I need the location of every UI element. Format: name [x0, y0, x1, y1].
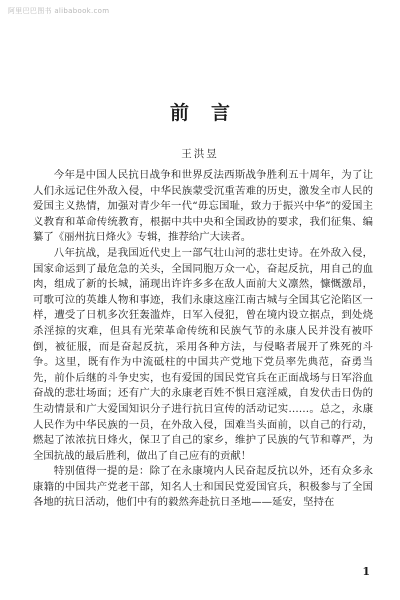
author-name: 王洪昱 — [181, 148, 219, 160]
page-number: 1 — [362, 565, 370, 578]
paragraph: 特别值得一提的是：除了在永康境内人民奋起反抗以外，还有众多永康籍的中国共产党老干部，知名人士和国民党爱国官兵，积极参与了全国各地的抗日活动，他们中有的毅然奔赴抗日圣地——延安，坚持在 — [33, 465, 373, 509]
paragraph: 今年是中国人民抗日战争和世界反法西斯战争胜利五十周年，为了让人们永远记住外敌入侵，中华民族蒙受沉重苦难的历史，激发全市人民的爱国主义热情，加强对青少年一代“毋忘国耻，致力于振兴中华”的爱国主义教育和革命传统教育，根据中共中央和全国政协的要求，我们征集、编纂了《丽州抗日烽火》专辑，推荐给广大读者。 — [33, 169, 373, 244]
page-title: 前言 — [169, 102, 252, 124]
paragraph: 八年抗战，是我国近代史上一部气壮山河的悲壮史诗。在外敌入侵，国家命运到了最危急的关头，全国同胞万众一心，奋起反抗，用自己的血肉，组成了新的长城，涌现出许许多多在敌人面前大义凛然，慷慨激昂，可歌可泣的英雄人物和事迹，我们永康这座江南古城与全国其它沦陷区一样，遭受了日机多次狂轰滥炸，日军入侵犯，曾在境内设立据点，到处烧杀淫掠的灾难，但具有光荣革命传统和民族气节的永康人民并没有被吓倒，被征服，而是奋起反抗，采用各种方法，与侵略者展开了殊死的斗争。这里，既有作为中流砥柱的中国共产党地下党员率先典范，奋勇当先，前仆后继的斗争史实，也有爱国的国民党官兵在正面战场与日军浴血奋战的悲壮场面；还有广大的永康老百姓不惧日寇淫威，自发伏击日伪的生动情景和广大爱国知识分子进行抗日宣传的活动记实……。总之，永康人民作为中华民族的一员，在外敌入侵，国难当头面前，以自己的行动，燃起了浓浓抗日烽火，保卫了自己的家乡，维护了民族的气节和尊严，为全国抗战的最后胜利，做出了自己应有的贡献！ — [33, 246, 373, 462]
body-text — [33, 168, 373, 511]
watermark: 阿里巴巴图书 alibabook.com — [8, 7, 110, 15]
